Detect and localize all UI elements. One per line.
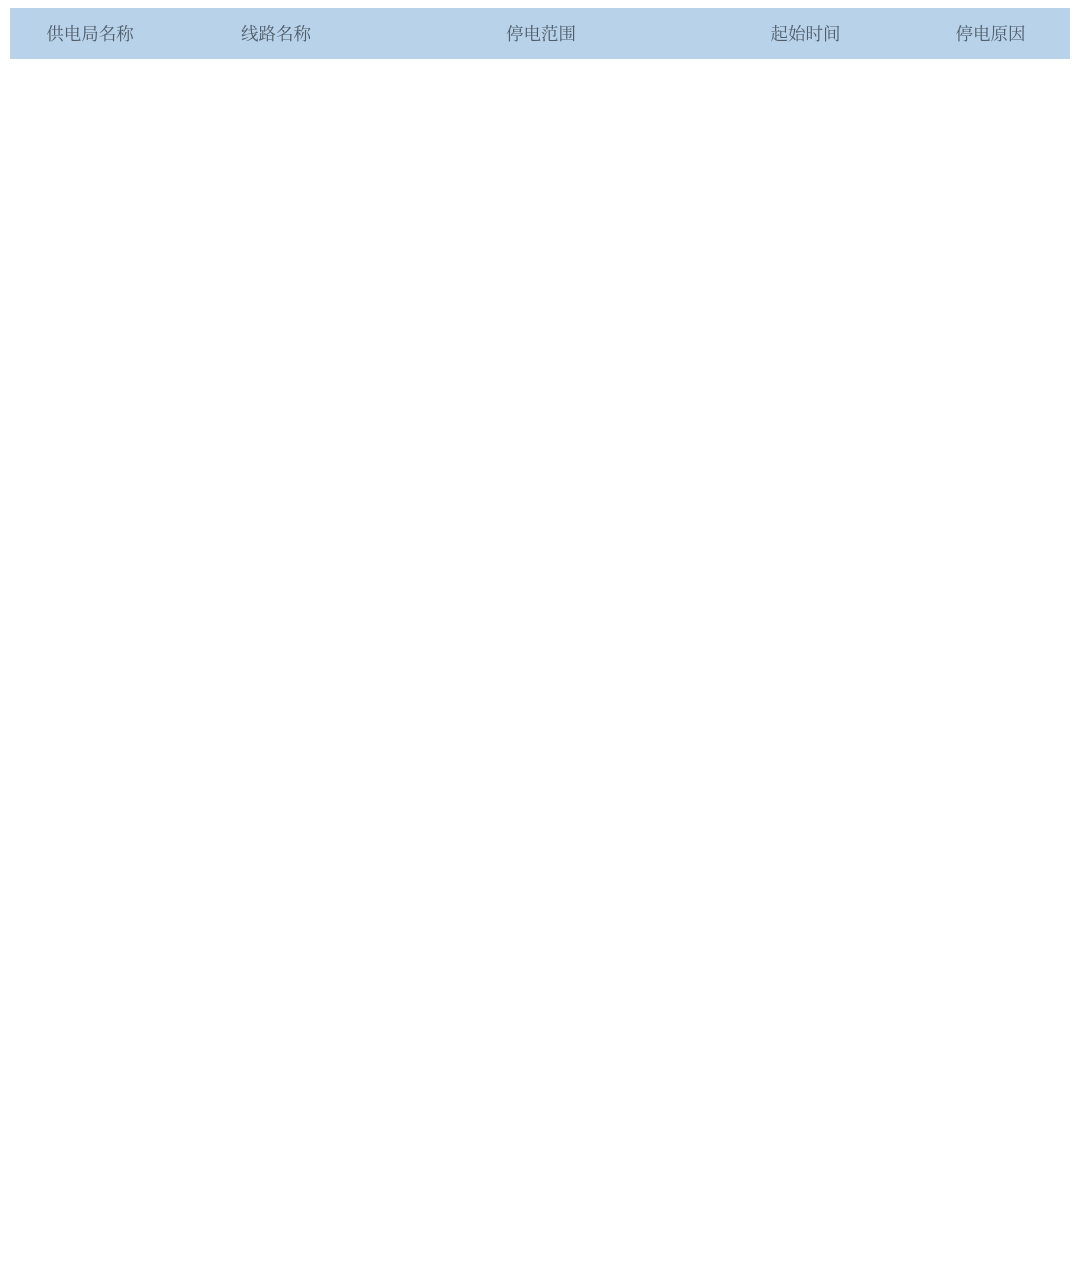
column-header-time: 起始时间 [700,8,911,59]
column-header-scope: 停电范围 [382,8,700,59]
column-header-bureau: 供电局名称 [10,8,170,59]
table-header [10,8,1070,59]
column-header-line: 线路名称 [170,8,382,59]
column-header-reason: 停电原因 [911,8,1070,59]
header-row [10,8,1070,59]
power-outage-table [10,8,1070,59]
